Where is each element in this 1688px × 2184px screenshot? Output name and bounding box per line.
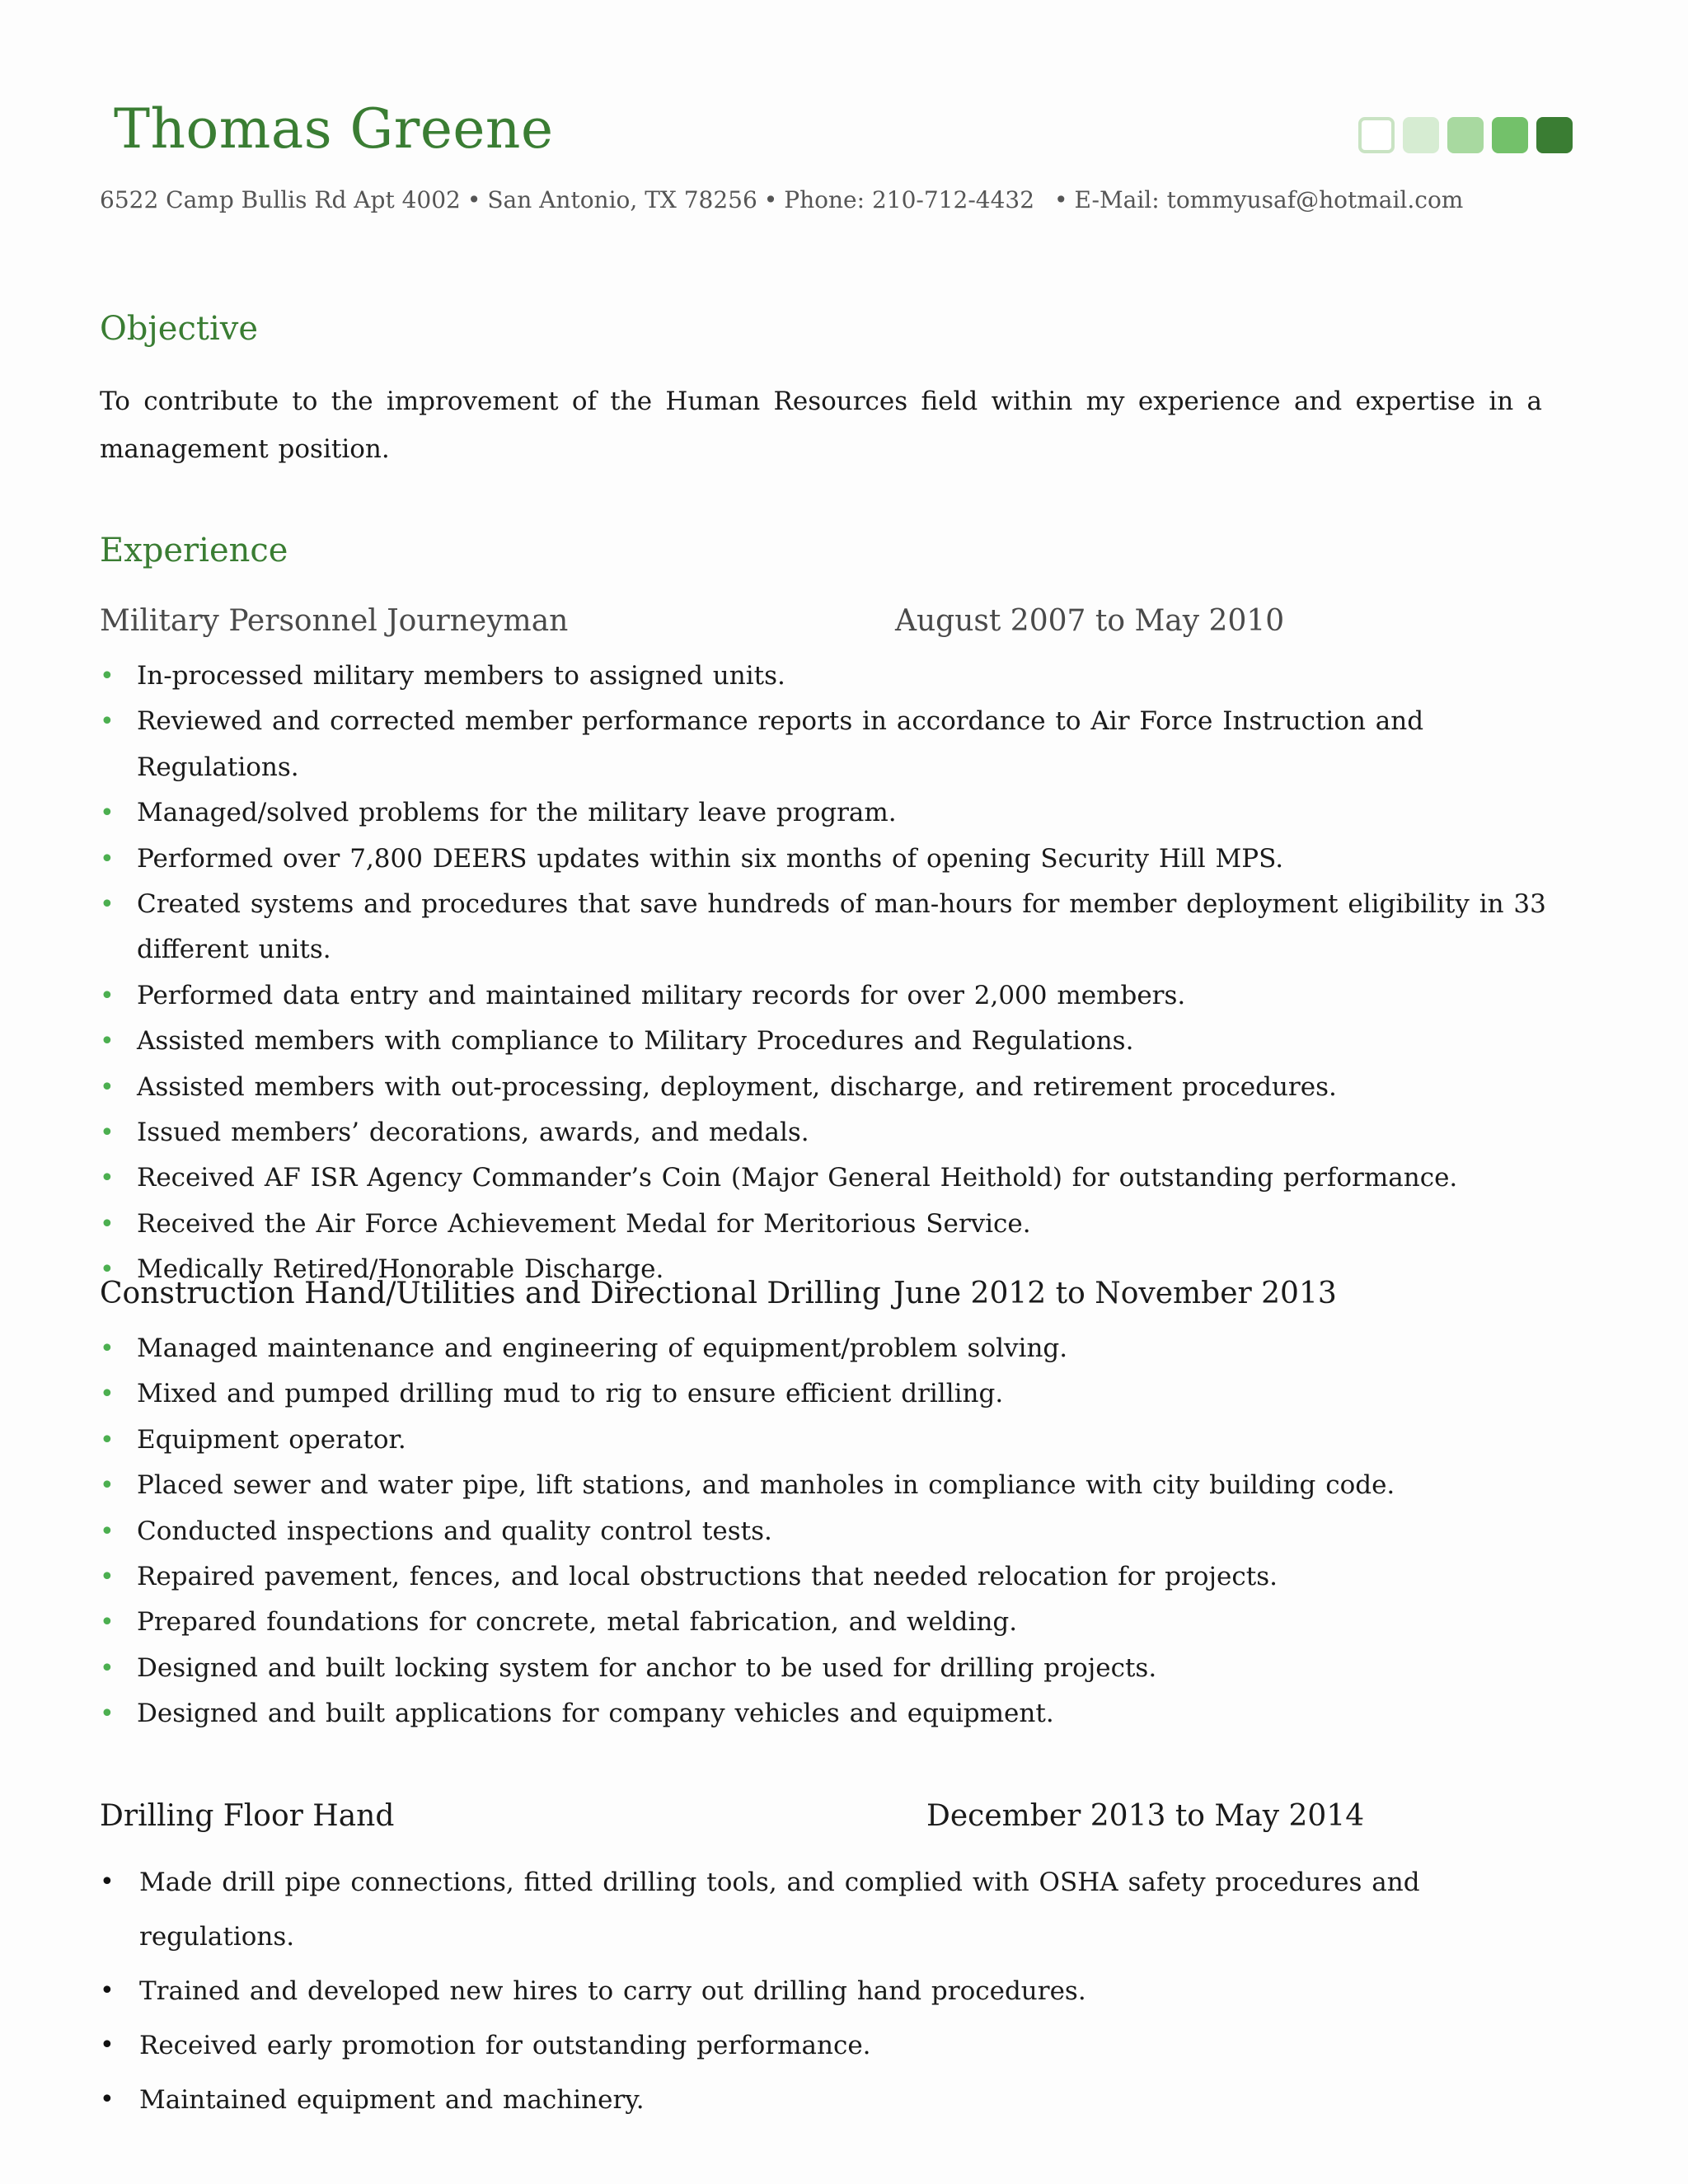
bullet-item [100, 1155, 1550, 1201]
bullet-text: In-processed military members to assigned units. [137, 661, 785, 691]
bullet-item [100, 1855, 1550, 1964]
decor-square [1403, 117, 1439, 153]
bullet-text: Received early promotion for outstanding performance. [139, 2031, 871, 2060]
bullet-icon: • [100, 844, 115, 874]
bullet-item [100, 1371, 1550, 1417]
objective-text: To contribute to the improvement of the Human Resources field within my experience and expertise in a management position. [100, 387, 1542, 464]
experience-heading: Experience [100, 532, 288, 569]
objective-heading: Objective [100, 310, 259, 348]
bullet-icon: • [100, 707, 115, 737]
job-title: Military Personnel Journeyman [100, 604, 569, 638]
bullet-text: Trained and developed new hires to carry out drilling hand procedures. [139, 1976, 1086, 2006]
job-bullet-list [100, 1326, 1550, 1737]
bullet-icon: • [100, 662, 115, 691]
bullet-item [100, 1463, 1550, 1508]
contact-email: E-Mail: tommyusaf@hotmail.com [1074, 186, 1464, 213]
bullet-icon: • [100, 1255, 115, 1285]
contact-city: San Antonio, TX 78256 [487, 186, 757, 213]
bullet-icon: • [100, 1653, 115, 1683]
bullet-item [100, 1202, 1550, 1247]
bullet-item [100, 2018, 1550, 2073]
bullet-text: Prepared foundations for concrete, metal fabrication, and welding. [137, 1607, 1018, 1638]
bullet-text: Conducted inspections and quality control tests. [137, 1516, 772, 1546]
job-dates: December 2013 to May 2014 [926, 1799, 1365, 1833]
bullet-text: Repaired pavement, fences, and local obstructions that needed relocation for projects. [137, 1562, 1278, 1592]
bullet-text: Assisted members with compliance to Military Procedures and Regulations. [137, 1026, 1134, 1057]
bullet-item [100, 1691, 1550, 1736]
bullet-item [100, 1646, 1550, 1691]
bullet-text: Made drill pipe connections, fitted drilling tools, and complied with OSHA safety procedures and regulations. [139, 1868, 1420, 1952]
bullet-icon: • [100, 1118, 115, 1148]
bullet-icon: • [100, 1334, 115, 1363]
candidate-name: Thomas Greene [114, 97, 554, 161]
bullet-text: Medically Retired/Honorable Discharge. [137, 1254, 664, 1285]
bullet-text: Managed/solved problems for the military leave program. [137, 798, 897, 828]
bullet-text: Created systems and procedures that save hundreds of man-hours for member deployment eligibility in 33 different units. [137, 889, 1546, 965]
decor-square [1358, 117, 1395, 153]
bullet-item [100, 1326, 1550, 1371]
job-dates: August 2007 to May 2010 [895, 604, 1285, 638]
bullet-text: Performed data entry and maintained military records for over 2,000 members. [137, 980, 1186, 1010]
contact-line [100, 186, 1463, 213]
job-bullet-list [100, 1855, 1550, 2127]
bullet-item [100, 1418, 1550, 1463]
bullet-text: Managed maintenance and engineering of equipment/problem solving. [137, 1333, 1068, 1363]
separator-dot: • [467, 186, 481, 213]
bullet-icon: • [100, 1976, 115, 2005]
bullet-icon: • [100, 981, 115, 1010]
job-bullet-list [100, 654, 1550, 1293]
bullet-icon: • [100, 2031, 115, 2060]
bullet-text: Performed over 7,800 DEERS updates within six months of opening Security Hill MPS. [137, 843, 1284, 874]
decor-square [1492, 117, 1528, 153]
bullet-item [100, 1964, 1550, 2018]
bullet-text: Reviewed and corrected member performance reports in accordance to Air Force Instruction and Regulations. [137, 706, 1424, 782]
bullet-item [100, 1600, 1550, 1645]
bullet-icon: • [100, 1425, 115, 1455]
bullet-icon: • [100, 2085, 115, 2114]
contact-address: 6522 Camp Bullis Rd Apt 4002 [100, 186, 461, 213]
bullet-item [100, 1554, 1550, 1600]
bullet-text: Equipment operator. [137, 1424, 406, 1455]
bullet-text: Designed and built locking system for anchor to be used for drilling projects. [137, 1652, 1157, 1683]
bullet-item [100, 699, 1550, 790]
bullet-text: Mixed and pumped drilling mud to rig to ensure efficient drilling. [137, 1379, 1004, 1409]
separator-dot: • [763, 186, 778, 213]
bullet-icon: • [100, 1699, 115, 1729]
bullet-icon: • [100, 1380, 115, 1409]
bullet-text: Assisted members with out-processing, deployment, discharge, and retirement procedures. [137, 1071, 1337, 1102]
bullet-icon: • [100, 1563, 115, 1592]
contact-phone: Phone: 210-712-4432 [784, 186, 1035, 213]
job-title: Drilling Floor Hand [100, 1799, 395, 1833]
bullet-icon: • [100, 1608, 115, 1638]
job-dates: June 2012 to November 2013 [893, 1277, 1337, 1310]
bullet-text: Maintained equipment and machinery. [139, 2085, 645, 2115]
bullet-icon: • [100, 1209, 115, 1239]
bullet-icon: • [100, 1164, 115, 1193]
bullet-icon: • [100, 1516, 115, 1546]
bullet-icon: • [100, 1072, 115, 1102]
job-title: Construction Hand/Utilities and Directional Drilling [100, 1277, 881, 1310]
bullet-item [100, 837, 1550, 882]
bullet-icon: • [100, 1027, 115, 1057]
bullet-text: Placed sewer and water pipe, lift stations, and manholes in compliance with city building code. [137, 1470, 1395, 1501]
bullet-text: Received the Air Force Achievement Medal for Meritorious Service. [137, 1208, 1031, 1239]
bullet-item [100, 973, 1550, 1019]
bullet-text: Received AF ISR Agency Commander’s Coin (Major General Heithold) for outstanding performance. [137, 1163, 1458, 1193]
decorative-squares [1358, 117, 1573, 153]
bullet-item [100, 790, 1550, 836]
bullet-item [100, 654, 1550, 699]
bullet-item [100, 1110, 1550, 1155]
bullet-icon: • [100, 1868, 115, 1896]
decor-square [1447, 117, 1484, 153]
bullet-item [100, 882, 1550, 973]
bullet-icon: • [100, 799, 115, 828]
bullet-text: Designed and built applications for company vehicles and equipment. [137, 1699, 1054, 1729]
bullet-icon: • [100, 1471, 115, 1501]
bullet-item [100, 1065, 1550, 1110]
separator-dot: • [1054, 186, 1068, 213]
bullet-icon: • [100, 890, 115, 920]
decor-square [1536, 117, 1573, 153]
bullet-text: Issued members’ decorations, awards, and medals. [137, 1118, 809, 1148]
bullet-item [100, 1509, 1550, 1554]
bullet-item [100, 2073, 1550, 2127]
bullet-item [100, 1019, 1550, 1064]
